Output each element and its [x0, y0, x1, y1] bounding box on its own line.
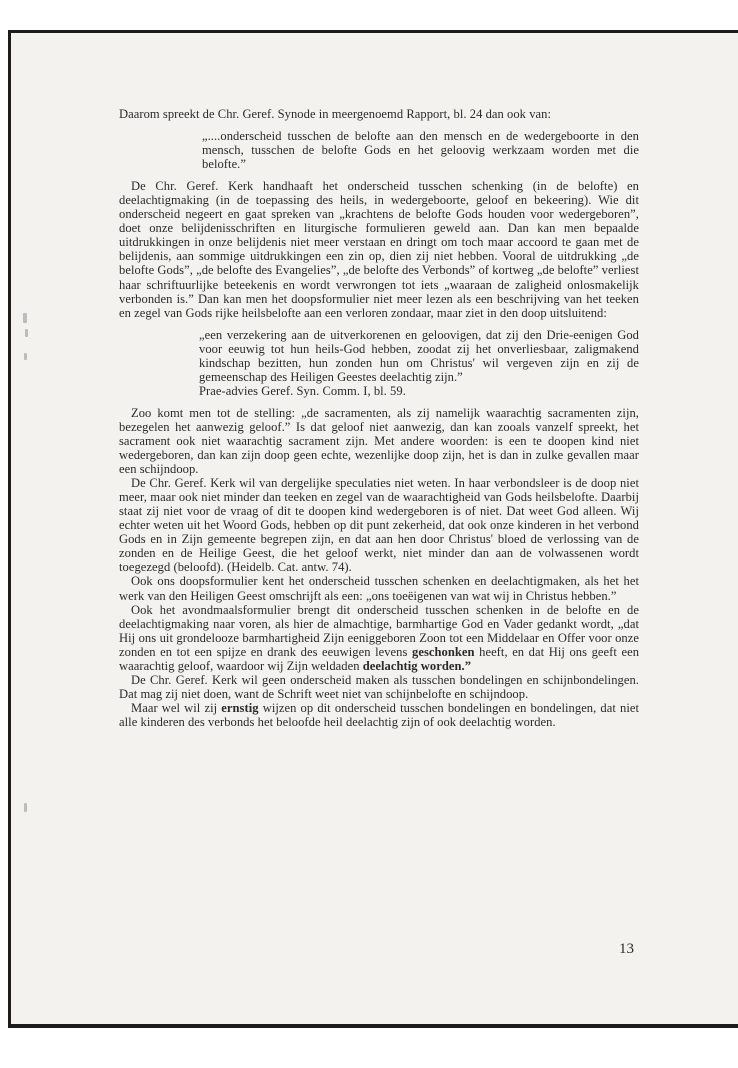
- quotation-text: „een verzekering aan de uitverkorenen en geloovigen, dat zij den Drie-eenigen God voor eeuwig tot hun heils-God hebben, zoodat zij het onverliesbaar, zaligmakend kindschap bezitten, hun zonden hun om Christus' wil vergeven zijn en zij de gemeenschap des Heiligen Geestes deelachtig zijn.”: [199, 327, 639, 384]
- text-run: Ook het avondmaalsformulier brengt dit onderscheid tusschen schenken in de belofte en de deelachtigmaking naar voren, als hier de almachtige, barmhartige God en Vader gedankt wordt, „dat Hij ons uit grondelooze barmhartigheid Zijn eeniggeboren Zoon tot een Middelaar en Offer voor onze zonden en tot een spijze en drank des eeuwigen levens: [119, 602, 639, 659]
- quotation: [199, 328, 639, 398]
- paragraph: [119, 701, 639, 729]
- text-run: wijzen op dit onderscheid tusschen bondelingen en bondelingen, dat niet alle kinderen des verbonds het beloofde heil deelachtig zijn of ook deelachtig worden.: [119, 700, 640, 729]
- margin-mark: [24, 803, 27, 812]
- margin-mark: [23, 313, 27, 323]
- paragraph: De Chr. Geref. Kerk wil van dergelijke speculaties niet weten. In haar verbondsleer is de doop niet meer, maar ook niet minder dan teeken en zegel van de waarachtigheid van Gods heilsbelofte. Daarbij staat zij niet voor de vraag of dit te doopen kind wedergeboren is of niet. Dat weet God alleen. Wij echter weten uit het Woord Gods, hebben op dit punt zekerheid, dat ook onze kinderen in het verbond Gods en in Zijn gemeente begrepen zijn, en dat aan hen door Christus' bloed de verlossing van de zonden en de Heilige Geest, die het geloof werkt, niet minder dan aan de volwassenen wordt toegezegd (beloofd). (Heidelb. Cat. antw. 74).: [119, 476, 639, 575]
- quotation-source: Prae-advies Geref. Syn. Comm. I, bl. 59.: [199, 383, 406, 398]
- book-page: [8, 30, 738, 1028]
- bold-text: geschonken: [412, 644, 475, 659]
- page-number: 13: [619, 941, 634, 957]
- quotation-text: „....onderscheid tusschen de belofte aan den mensch en de wedergeboorte in den mensch, tusschen de belofte Gods en het geloovig werkzaam worden met die belofte.”: [202, 129, 639, 172]
- paragraph: Daarom spreekt de Chr. Geref. Synode in meergenoemd Rapport, bl. 24 dan ook van:: [119, 107, 551, 121]
- bold-text: deelachtig worden.”: [362, 658, 472, 673]
- quotation: [202, 129, 639, 171]
- body-text: [119, 107, 639, 729]
- paragraph: De Chr. Geref. Kerk handhaaft het onderscheid tusschen schenking (in de belofte) en deelachtigmaking (in de toepassing des heils, in wedergeboorte, geloof en bekeering). Wie dit onderscheid negeert en gaat spreken van „krachtens de belofte Gods houden voor wedergeboren”, doet onze belijdenisschriften en liturgische formulieren geweld aan. Dan kan men bepaalde uitdrukkingen in onze belijdenis niet meer verstaan en dringt om toch maar accoord te gaan met de belijdenis, aan sommige uitdrukkingen een zin op, dien zij niet hebben. Vooral de uitdrukking „de belofte Gods”, „de belofte des Evangelies”, „de belofte des Verbonds” of kortweg „de belofte” verliest haar schriftuurlijke beteekenis en wordt verwrongen tot iets „waaraan de zaligheid onlosmakelijk verbonden is.” Dan kan men het doopsformulier niet meer lezen als een beschrijving van het teeken en zegel van Gods rijke heilsbelofte aan een verloren zondaar, maar ziet in den doop uitsluitend:: [119, 179, 639, 320]
- bold-text: ernstig: [221, 700, 259, 715]
- margin-mark: [25, 329, 28, 337]
- paragraph: Zoo komt men tot de stelling: „de sacramenten, als zij namelijk waarachtig sacramenten zijn, bezegelen het aanwezig geloof.” Is dat geloof niet aanwezig, dan kan zooals vanzelf spreekt, het sacrament ook niet waarachtig sacrament zijn. Met andere woorden: is een te doopen kind niet wedergeboren, dan kan zijn doop geen echte, wezenlijke doop zijn, het is dan in zulke gevallen maar een schijndoop.: [119, 405, 639, 477]
- paragraph: Ook ons doopsformulier kent het onderscheid tusschen schenken en deelachtigmaken, als het het werk van den Heiligen Geest omschrijft als een: „ons toeëigenen van wat wij in Christus hebben.”: [119, 574, 639, 603]
- margin-mark: [24, 353, 27, 360]
- text-run: Maar wel wil zij: [131, 700, 218, 715]
- paragraph: De Chr. Geref. Kerk wil geen onderscheid maken als tusschen bondelingen en schijnbondelingen. Dat mag zij niet doen, want de Schrift weet niet van schijnbelofte en schijndoop.: [119, 672, 639, 701]
- paragraph: [119, 603, 639, 673]
- text-run: heeft, en dat Hij ons geeft een waarachtig geloof, waardoor wij Zijn weldaden: [119, 644, 640, 673]
